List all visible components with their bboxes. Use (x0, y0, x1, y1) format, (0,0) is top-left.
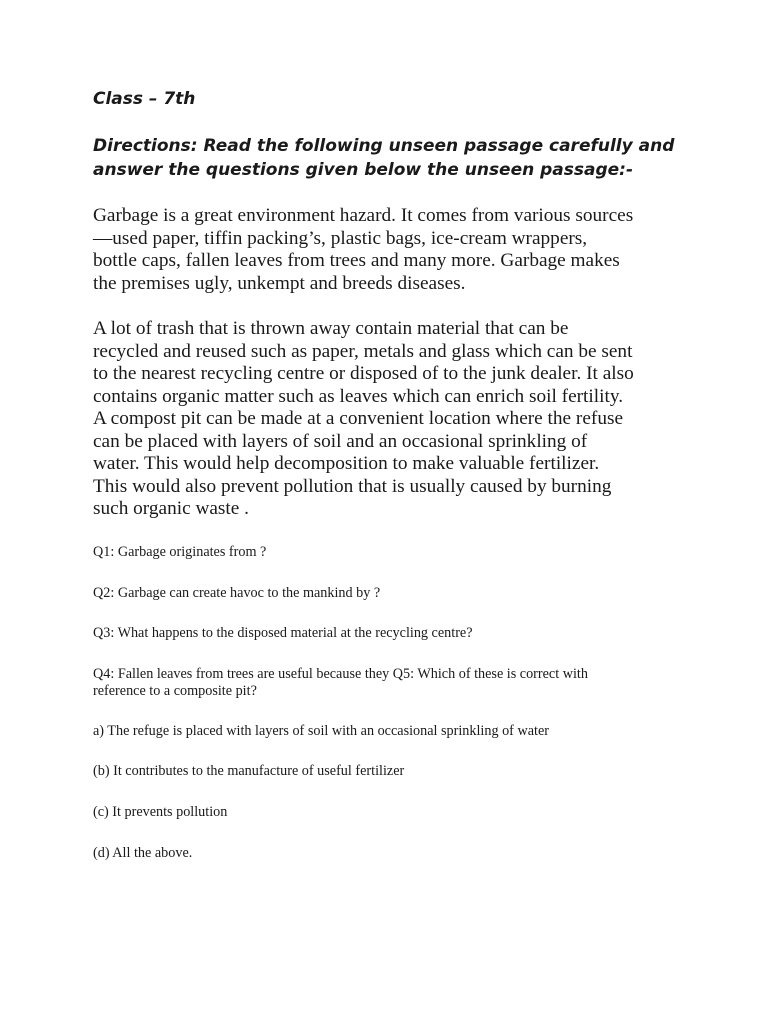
question-3: Q3: What happens to the disposed material at the recycling centre? (93, 625, 473, 641)
question-2: Q2: Garbage can create havoc to the mankind by ? (93, 585, 381, 601)
question-line: Q4: Fallen leaves from trees are useful because they Q5: Which of these is correct with (93, 666, 588, 682)
directions-heading (93, 134, 674, 182)
passage-line: A compost pit can be made at a convenient location where the refuse (93, 408, 624, 429)
option-c: (c) It prevents pollution (93, 804, 228, 820)
passage-line: —used paper, tiffin packing’s, plastic bags, ice-cream wrappers, (93, 227, 588, 249)
passage-line: to the nearest recycling centre or disposed of to the junk dealer. It also (93, 363, 634, 384)
passage-paragraph-1 (93, 205, 633, 295)
passage-line: water. This would help decomposition to make valuable fertilizer. (93, 453, 600, 474)
directions-line: answer the questions given below the unseen passage:- (93, 160, 634, 180)
passage-line: Garbage is a great environment hazard. It comes from various sources (93, 205, 634, 226)
passage-line: such organic waste . (93, 498, 249, 519)
passage-paragraph-2 (93, 318, 634, 521)
question-4-5 (93, 666, 588, 699)
directions-line: Directions: Read the following unseen passage carefully and (93, 136, 675, 156)
passage-line: contains organic matter such as leaves which can enrich soil fertility. (93, 385, 624, 407)
option-b: (b) It contributes to the manufacture of useful fertilizer (93, 763, 405, 779)
passage-line: the premises ugly, unkempt and breeds diseases. (93, 272, 466, 294)
passage-line: This would also prevent pollution that is usually caused by burning (93, 475, 612, 497)
option-a: a) The refuge is placed with layers of soil with an occasional sprinkling of water (93, 723, 549, 739)
passage-line: bottle caps, fallen leaves from trees and many more. Garbage makes (93, 250, 620, 271)
question-1: Q1: Garbage originates from ? (93, 544, 267, 560)
passage-line: recycled and reused such as paper, metals and glass which can be sent (93, 340, 633, 362)
question-line: reference to a composite pit? (93, 682, 257, 699)
option-d: (d) All the above. (93, 845, 193, 861)
class-heading: Class – 7th (93, 89, 196, 109)
passage-line: can be placed with layers of soil and an occasional sprinkling of (93, 430, 588, 452)
passage-line: A lot of trash that is thrown away contain material that can be (93, 318, 569, 339)
